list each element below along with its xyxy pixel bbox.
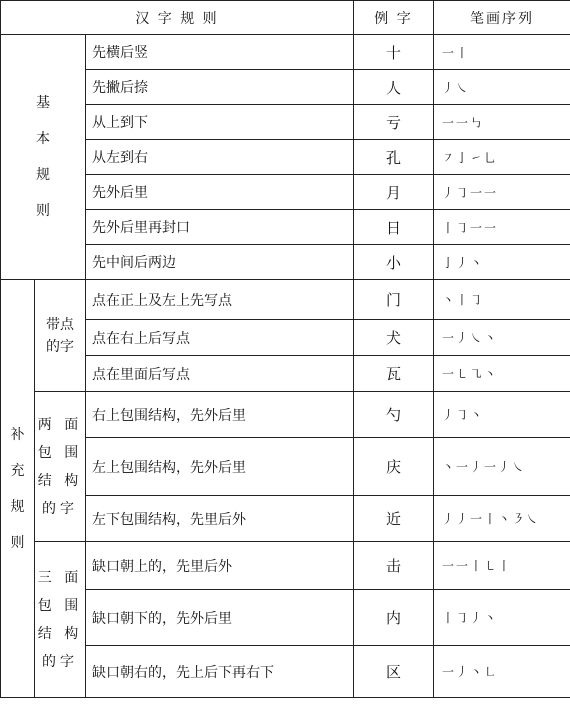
stroke-sequence: 亅丿丶 <box>434 245 570 280</box>
example-char: 月 <box>354 175 434 210</box>
table-row <box>1 542 570 590</box>
example-char: 区 <box>354 646 434 698</box>
rule-text: 左下包围结构，先里后外 <box>86 496 354 542</box>
example-char: 小 <box>354 245 434 280</box>
example-char: 日 <box>354 210 434 245</box>
basic-rules-label: 基 本 规 则 <box>1 35 86 280</box>
group-three-side-enclosure-label: 三 面 包 围 结 构 的字 <box>35 542 86 698</box>
group-dot-chars-label: 带点 的字 <box>35 280 86 392</box>
rule-text: 缺口朝右的，先上后下再右下 <box>86 646 354 698</box>
example-char: 击 <box>354 542 434 590</box>
rule-text: 先外后里 <box>86 175 354 210</box>
header-row <box>1 1 570 35</box>
table-row <box>1 392 570 438</box>
example-char: 庆 <box>354 438 434 496</box>
rule-text: 先外后里再封口 <box>86 210 354 245</box>
table-row <box>1 438 570 496</box>
table-row <box>1 356 570 392</box>
stroke-sequence: 一㇄㇈丶 <box>434 356 570 392</box>
rule-text: 点在正上及左上先写点 <box>86 280 354 320</box>
example-char: 勺 <box>354 392 434 438</box>
example-char: 犬 <box>354 320 434 356</box>
table-row <box>1 175 570 210</box>
stroke-sequence: 丿㇆丶 <box>434 392 570 438</box>
table-row <box>1 245 570 280</box>
table-row <box>1 105 570 140</box>
example-char: 十 <box>354 35 434 70</box>
stroke-sequence: 一一丨㇄丨 <box>434 542 570 590</box>
stroke-sequence: ㇇亅㇀乚 <box>434 140 570 175</box>
table-row <box>1 590 570 646</box>
rule-text: 从上到下 <box>86 105 354 140</box>
table-row <box>1 70 570 105</box>
header-example: 例 字 <box>354 1 434 35</box>
rule-text: 从左到右 <box>86 140 354 175</box>
rule-text: 先中间后两边 <box>86 245 354 280</box>
rule-text: 先撇后捺 <box>86 70 354 105</box>
table-row <box>1 646 570 698</box>
supplementary-rules-label: 补 充 规 则 <box>1 280 35 698</box>
rule-text: 右上包围结构，先外后里 <box>86 392 354 438</box>
example-char: 亏 <box>354 105 434 140</box>
stroke-sequence: 丿丿一丨丶㇋㇏ <box>434 496 570 542</box>
rule-text: 先横后竖 <box>86 35 354 70</box>
stroke-sequence: 丨㇆一一 <box>434 210 570 245</box>
example-char: 瓦 <box>354 356 434 392</box>
example-char: 孔 <box>354 140 434 175</box>
stroke-sequence: 丶丨㇆ <box>434 280 570 320</box>
table-row <box>1 140 570 175</box>
stroke-sequence: 丨㇆丿丶 <box>434 590 570 646</box>
stroke-sequence: 丶一丿一丿㇏ <box>434 438 570 496</box>
header-rule: 汉 字 规 则 <box>1 1 354 35</box>
example-char: 内 <box>354 590 434 646</box>
table-row <box>1 320 570 356</box>
stroke-sequence: 一丿丶㇗ <box>434 646 570 698</box>
stroke-sequence: 一一㇉ <box>434 105 570 140</box>
header-stroke-order: 笔画序列 <box>434 1 570 35</box>
rule-text: 点在里面后写点 <box>86 356 354 392</box>
table-row <box>1 35 570 70</box>
stroke-sequence: 一丿㇏丶 <box>434 320 570 356</box>
example-char: 近 <box>354 496 434 542</box>
group-two-side-enclosure-label: 两 面 包 围 结 构 的字 <box>35 392 86 542</box>
table-row <box>1 496 570 542</box>
stroke-sequence: 丿㇆一一 <box>434 175 570 210</box>
table-row <box>1 210 570 245</box>
example-char: 人 <box>354 70 434 105</box>
stroke-sequence: 一丨 <box>434 35 570 70</box>
example-char: 门 <box>354 280 434 320</box>
stroke-sequence: 丿㇏ <box>434 70 570 105</box>
rule-text: 缺口朝下的，先外后里 <box>86 590 354 646</box>
rule-text: 缺口朝上的，先里后外 <box>86 542 354 590</box>
table-row <box>1 280 570 320</box>
rule-text: 点在右上后写点 <box>86 320 354 356</box>
rule-text: 左上包围结构，先外后里 <box>86 438 354 496</box>
